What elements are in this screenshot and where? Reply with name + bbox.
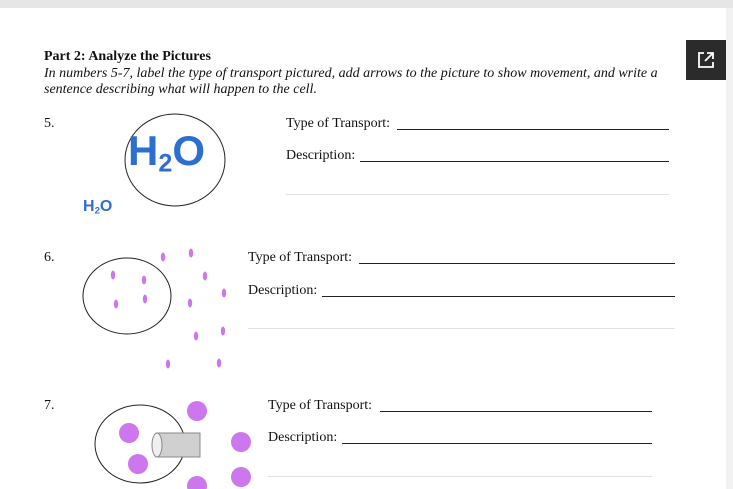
open-in-new-icon [696,50,716,70]
instructions: In numbers 5-7, label the type of transport pictured, add arrows to the picture to show movement, and write a sentence describing what will happen to the cell. [44,66,658,97]
protein-channel [156,433,200,457]
particle-outside [231,467,251,487]
particle-outside [187,401,207,421]
question-5-description-label: Description: [286,148,356,163]
question-5-number: 5. [44,116,55,131]
question-6-type-label: Type of Transport: [248,250,353,265]
protein-channel-opening [152,433,162,457]
question-7-description-line[interactable] [342,443,652,444]
question-7-type-label: Type of Transport: [268,398,373,413]
question-7-type-line[interactable] [380,411,652,412]
question-5-type-label: Type of Transport: [286,116,391,131]
particle-outside [231,432,251,452]
question-6-number: 6. [44,250,55,265]
question-7-number: 7. [44,398,55,413]
question-7-description-label: Description: [268,430,338,445]
water-molecule-large: $H_2O$ [128,127,206,178]
question-7-extra-line[interactable] [268,476,652,477]
particle-inside [119,423,139,443]
question-6-description-label: Description: [248,283,318,298]
particle-outside [187,476,207,489]
part-title: Part 2: Analyze the Pictures [44,49,211,64]
particle-inside [128,454,148,474]
water-molecule-small: $H_2O$ [83,198,113,217]
open-external-button[interactable] [686,40,726,80]
